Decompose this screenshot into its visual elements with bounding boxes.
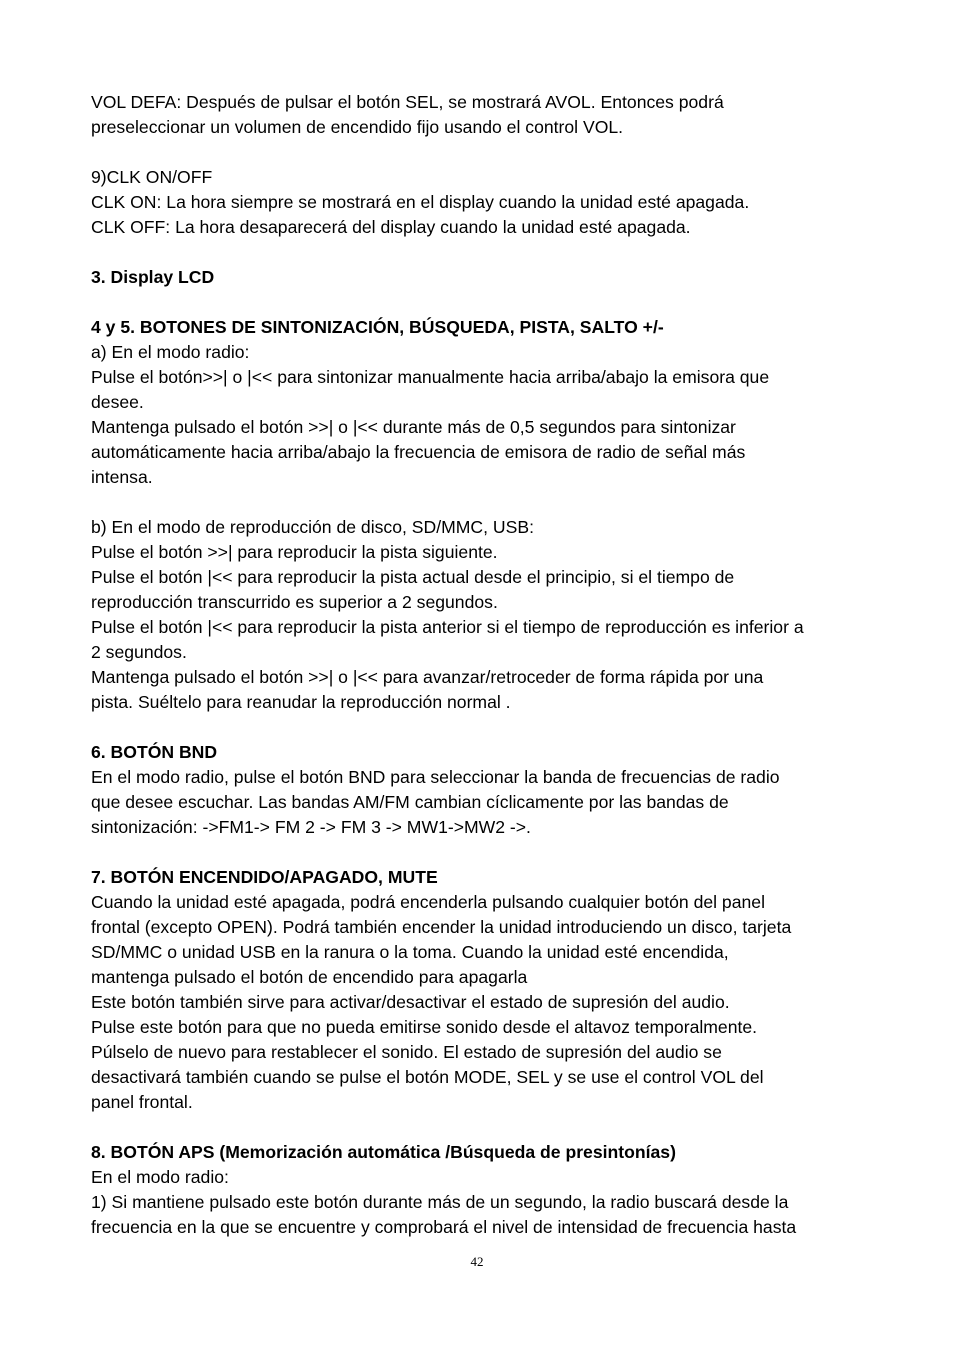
- text-line: desactivará también cuando se pulse el botón MODE, SEL y se use el control VOL del: [91, 1067, 764, 1087]
- paragraph-spacer: [91, 1115, 881, 1140]
- paragraph-spacer: [91, 240, 881, 265]
- text-line: Cuando la unidad esté apagada, podrá encenderla pulsando cualquier botón del panel: [91, 892, 765, 912]
- section-heading: 8. BOTÓN APS (Memorización automática /Búsqueda de presintonías): [91, 1142, 676, 1162]
- text-line: frontal (excepto OPEN). Podrá también encender la unidad introduciendo un disco, tarjeta: [91, 917, 792, 937]
- text-line: 1) Si mantiene pulsado este botón durante más de un segundo, la radio buscará desde la: [91, 1192, 789, 1212]
- paragraph: [91, 1140, 881, 1240]
- text-line: Pulse este botón para que no pueda emitirse sonido desde el altavoz temporalmente.: [91, 1017, 758, 1037]
- text-line: CLK ON: La hora siempre se mostrará en el display cuando la unidad esté apagada.: [91, 192, 750, 212]
- text-line: 2 segundos.: [91, 642, 187, 662]
- text-line: que desee escuchar. Las bandas AM/FM cambian cíclicamente por las bandas de: [91, 792, 729, 812]
- text-line: Pulse el botón |<< para reproducir la pista anterior si el tiempo de reproducción es inferior a: [91, 617, 804, 637]
- section-heading: 3. Display LCD: [91, 267, 215, 287]
- text-line: SD/MMC o unidad USB en la ranura o la toma. Cuando la unidad esté encendida,: [91, 942, 729, 962]
- section-heading: 6. BOTÓN BND: [91, 742, 218, 762]
- text-line: sintonización: ->FM1-> FM 2 -> FM 3 -> MW1->MW2 ->.: [91, 817, 531, 837]
- page-number: 42: [470, 1254, 484, 1269]
- paragraph-spacer: [91, 490, 881, 515]
- text-line: VOL DEFA: Después de pulsar el botón SEL, se mostrará AVOL. Entonces podrá: [91, 92, 724, 112]
- text-line: Este botón también sirve para activar/desactivar el estado de supresión del audio.: [91, 992, 730, 1012]
- paragraph-spacer: [91, 140, 881, 165]
- text-line: panel frontal.: [91, 1092, 193, 1112]
- paragraph-spacer: [91, 715, 881, 740]
- text-line: Pulse el botón >>| para reproducir la pista siguiente.: [91, 542, 498, 562]
- text-line: automáticamente hacia arriba/abajo la frecuencia de emisora de radio de señal más: [91, 442, 746, 462]
- document-body: [91, 90, 881, 1240]
- text-line: a) En el modo radio:: [91, 342, 250, 362]
- paragraph: [91, 265, 881, 290]
- text-line: reproducción transcurrido es superior a 2 segundos.: [91, 592, 498, 612]
- text-line: frecuencia en la que se encuentre y comprobará el nivel de intensidad de frecuencia hasta: [91, 1217, 797, 1237]
- text-line: intensa.: [91, 467, 153, 487]
- text-line: En el modo radio, pulse el botón BND para seleccionar la banda de frecuencias de radio: [91, 767, 780, 787]
- text-line: Púlselo de nuevo para restablecer el sonido. El estado de supresión del audio se: [91, 1042, 722, 1062]
- paragraph-spacer: [91, 840, 881, 865]
- text-line: En el modo radio:: [91, 1167, 229, 1187]
- paragraph: [91, 315, 881, 490]
- text-line: b) En el modo de reproducción de disco, SD/MMC, USB:: [91, 517, 534, 537]
- text-line: pista. Suéltelo para reanudar la reproducción normal .: [91, 692, 511, 712]
- text-line: desee.: [91, 392, 144, 412]
- text-line: Pulse el botón |<< para reproducir la pista actual desde el principio, si el tiempo de: [91, 567, 735, 587]
- text-line: preseleccionar un volumen de encendido fijo usando el control VOL.: [91, 117, 624, 137]
- paragraph-spacer: [91, 290, 881, 315]
- text-line: Mantenga pulsado el botón >>| o |<< para avanzar/retroceder de forma rápida por una: [91, 667, 764, 687]
- paragraph: [91, 740, 881, 840]
- section-heading: 4 y 5. BOTONES DE SINTONIZACIÓN, BÚSQUEDA, PISTA, SALTO +/-: [91, 317, 664, 337]
- paragraph: [91, 165, 881, 240]
- text-line: mantenga pulsado el botón de encendido para apagarla: [91, 967, 528, 987]
- section-heading: 7. BOTÓN ENCENDIDO/APAGADO, MUTE: [91, 867, 438, 887]
- text-line: Pulse el botón>>| o |<< para sintonizar manualmente hacia arriba/abajo la emisora que: [91, 367, 770, 387]
- text-line: CLK OFF: La hora desaparecerá del display cuando la unidad esté apagada.: [91, 217, 691, 237]
- paragraph: [91, 865, 881, 1115]
- text-line: 9)CLK ON/OFF: [91, 167, 213, 187]
- text-line: Mantenga pulsado el botón >>| o |<< durante más de 0,5 segundos para sintonizar: [91, 417, 736, 437]
- paragraph: [91, 90, 881, 140]
- paragraph: [91, 515, 881, 715]
